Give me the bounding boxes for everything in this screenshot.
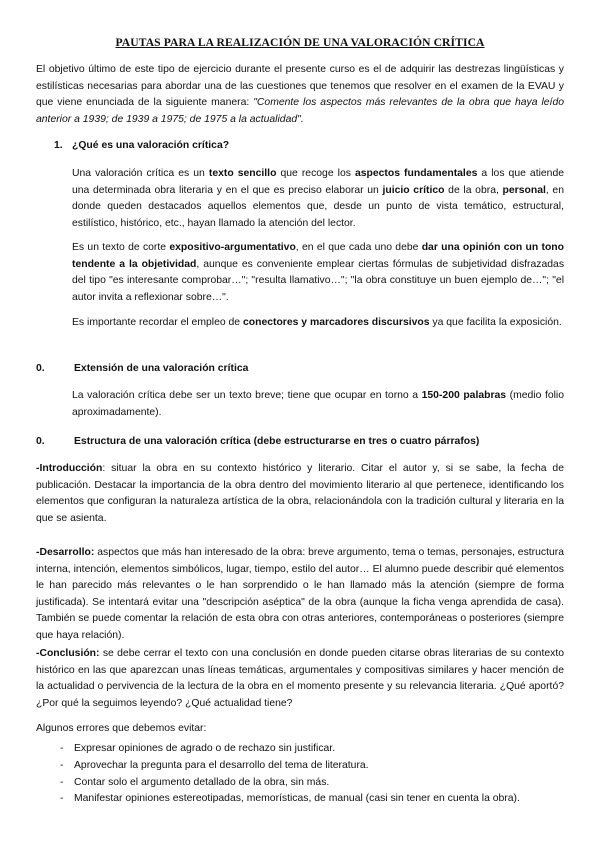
dash-marker: - bbox=[60, 793, 64, 805]
intro-quote: "Comente los aspectos más relevantes de la obra que haya leído anterior a 1939; de 1939 a 1975; de 1975 a la actualidad". bbox=[36, 97, 564, 125]
genre-paragraph bbox=[72, 240, 564, 306]
text-run: (medio folio aproximadamente). bbox=[72, 390, 565, 418]
intro-text: El objetivo último de este tipo de ejercicio durante el presente curso es el de adquirir las destrezas lingüísticas y estilísticas necesarias para abordar una de las cuestiones que tenemos que resolver en el examen de la EVAU y que viene enunciada de la siguiente manera: bbox=[36, 64, 564, 109]
list-item bbox=[60, 758, 560, 775]
text-run: Es importante recordar el empleo de bbox=[72, 317, 243, 328]
errors-intro: Algunos errores que debemos evitar: bbox=[36, 723, 207, 734]
section-heading-text: ¿Qué es una valoración crítica? bbox=[72, 140, 230, 151]
desarrollo-text: aspectos que más han interesado de la obra: breve argumento, tema o temas, personajes, estructura interna, intención, elementos simbólicos, lugar, tiempo, estilo del autor… El alumno puede describir qué elementos le han parecido más relevantes o le han sorprendido o le han llamado más la atención (siempre de forma justificada). Se intentará evitar una "descripción aséptica" de la obra (aunque la ficha venga aprendida de casa). También se puede comentar la relación de esta obra con otras anteriores, contemporáneas o posteriores (siempre que haya relación). bbox=[36, 547, 564, 641]
conclusion-label: -Conclusión: bbox=[36, 648, 100, 659]
dash-marker: - bbox=[60, 759, 64, 771]
list-item bbox=[60, 741, 560, 758]
bold-run: personal bbox=[502, 184, 546, 196]
conclusion-paragraph bbox=[36, 646, 564, 712]
bold-run: texto sencillo bbox=[208, 168, 277, 179]
text-run: La valoración crítica debe ser un texto breve; tiene que ocupar en torno a bbox=[72, 390, 422, 401]
section-heading-text: Estructura de una valoración crítica (debe estructurarse en tres o cuatro párrafos) bbox=[74, 436, 480, 447]
bold-run: dar una opinión con un tono tendente a la objetividad bbox=[72, 242, 564, 270]
bold-run: 150-200 palabras bbox=[421, 390, 507, 401]
desarrollo-paragraph bbox=[36, 545, 564, 645]
text-run: que recoge los bbox=[276, 168, 355, 179]
introduccion-text: : situar la obra en su contexto histórico y literario. Citar el autor y, si se sabe, la fecha de publicación. Destacar la importancia de la obra dentro del movimiento literario al que pertenece, identificando los elementos que configuran la naturaleza artística de la obra, relacionándola con la tradición cultural y literaria en la que se asienta. bbox=[36, 463, 564, 524]
desarrollo-label: -Desarrollo: bbox=[36, 547, 95, 558]
dash-marker: - bbox=[60, 776, 64, 788]
document-title: PAUTAS PARA LA REALIZACIÓN DE UNA VALORACIÓN CRÍTICA bbox=[115, 36, 485, 49]
definition-paragraph bbox=[72, 166, 564, 232]
section-heading-text: Extensión de una valoración crítica bbox=[74, 363, 249, 374]
list-item bbox=[60, 791, 560, 808]
list-item-text: Aprovechar la pregunta para el desarrollo del tema de literatura. bbox=[74, 759, 369, 771]
text-run: Una valoración crítica es un bbox=[72, 168, 209, 179]
introduccion-paragraph bbox=[36, 461, 564, 527]
text-run: Es un texto de corte bbox=[72, 242, 170, 253]
introduccion-label: -Introducción bbox=[36, 463, 103, 474]
bold-run: juicio crítico bbox=[382, 184, 445, 196]
text-run: ya que facilita la exposición. bbox=[429, 317, 562, 328]
errors-list bbox=[60, 741, 560, 808]
list-item bbox=[60, 775, 560, 792]
list-item-text: Manifestar opiniones estereotipadas, memorísticas, de manual (casi sin tener en cuenta la obra). bbox=[74, 793, 520, 805]
section-number: 0. bbox=[36, 363, 45, 374]
list-item-text: Expresar opiniones de agrado o de rechazo sin justificar. bbox=[74, 743, 336, 754]
text-run: de la obra, bbox=[444, 184, 503, 196]
bold-run: conectores y marcadores discursivos bbox=[242, 317, 430, 328]
conclusion-text: se debe cerrar el texto con una conclusión en donde pueden citarse obras literarias de su contexto histórico en las que aparezcan unas líneas temáticas, argumentales y compositivas similares y hacer mención de la actualidad o pervivencia de la lectura de la obra en el momento presente y su relevancia literaria. ¿Qué aportó? ¿Por qué la seguimos leyendo? ¿Qué actualidad tiene? bbox=[36, 648, 564, 709]
bold-run: aspectos fundamentales bbox=[354, 168, 478, 179]
list-item-text: Contar solo el argumento detallado de la obra, sin más. bbox=[74, 776, 330, 788]
text-run: , en donde queden destacados aquellos elementos que, desde un punto de vista temático, estructural, estilístico, histórico, etc., hayan llamado la atención del lector. bbox=[72, 184, 564, 229]
section-number: 1. bbox=[54, 140, 63, 151]
text-run: , aunque es conveniente emplear ciertas fórmulas de subjetividad disfrazadas del tipo "es interesante comprobar…"; "resulta llamativo…"; "la obra constituye un buen ejemplo de…"; "el autor invita a reflexionar sobre…". bbox=[72, 258, 565, 303]
section-number: 0. bbox=[36, 436, 45, 447]
dash-marker: - bbox=[60, 743, 64, 754]
length-paragraph bbox=[72, 388, 564, 421]
bold-run: expositivo-argumentativo bbox=[169, 242, 296, 253]
text-run: a los que atiende una determinada obra literaria y en el que es preciso elaborar un bbox=[72, 168, 565, 196]
intro-paragraph bbox=[36, 62, 564, 128]
connectors-paragraph bbox=[72, 315, 564, 332]
text-run: , en el que cada uno debe bbox=[295, 242, 422, 253]
